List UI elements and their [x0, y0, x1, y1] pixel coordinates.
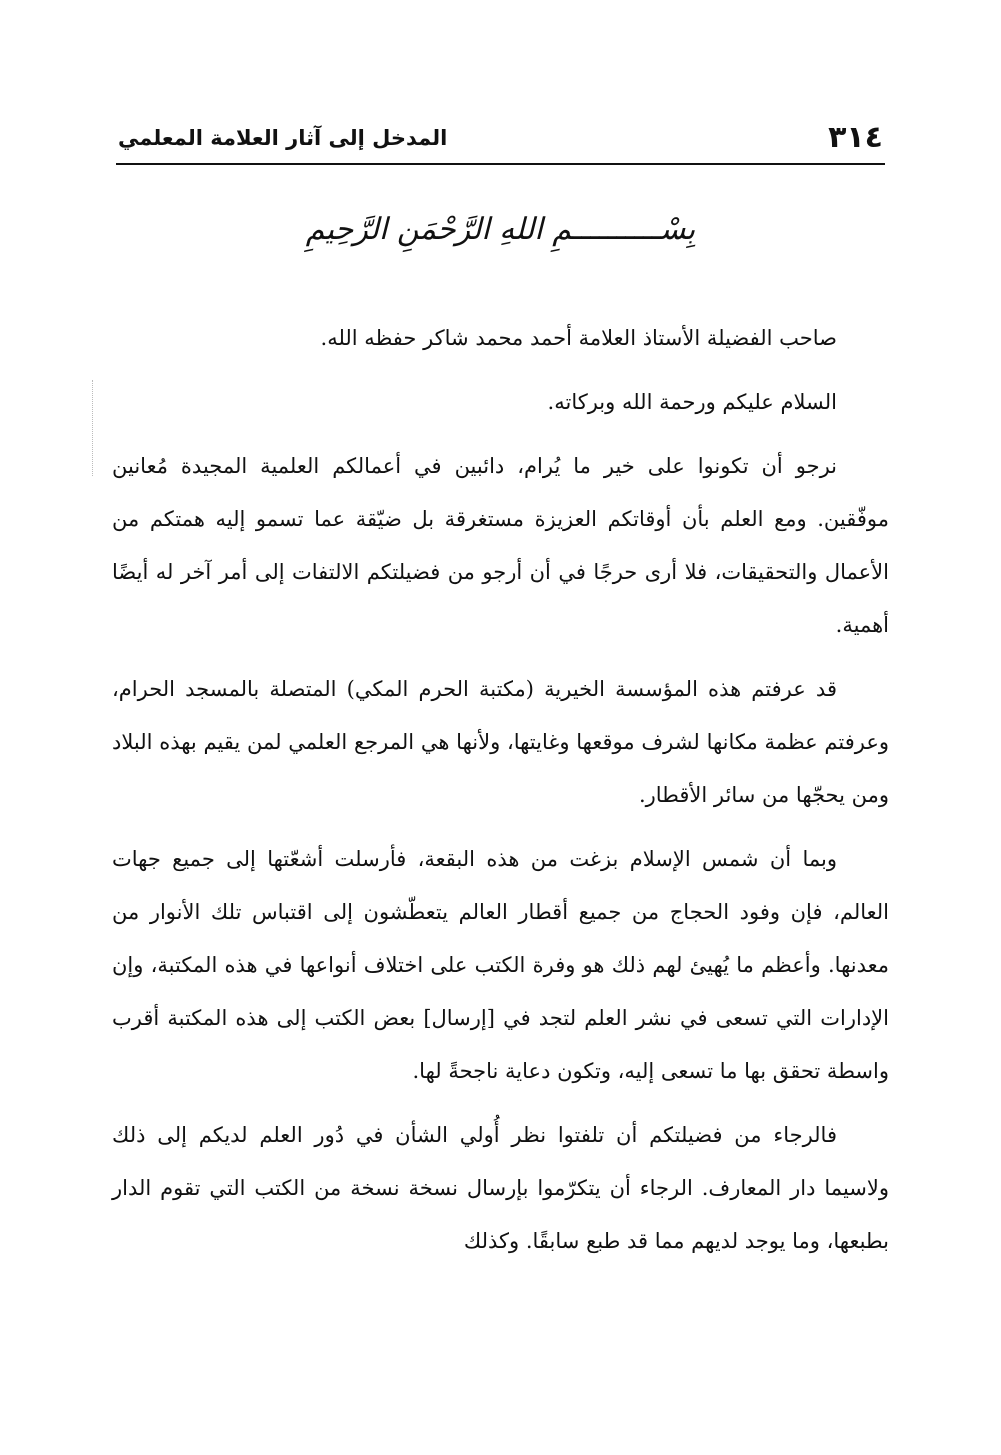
running-title: المدخل إلى آثار العلامة المعلمي: [118, 126, 448, 150]
margin-dotted-line: [92, 380, 93, 476]
body-paragraph: نرجو أن تكونوا على خير ما يُرام، دائبين في أعمالكم العلمية المجيدة مُعانين موفّقين. ومع العلم بأن أوقاتكم العزيزة مستغرقة بل ضيّقة عما تسمو إليه همتكم من الأعمال والتحقيقات، فلا أرى حرجًا في أن أرجو من فضيلتكم الالتفات إلى أمر آخر له أيضًا أهمية.: [112, 454, 889, 637]
header-divider: [116, 163, 885, 165]
body-paragraph: قد عرفتم هذه المؤسسة الخيرية (مكتبة الحرم المكي) المتصلة بالمسجد الحرام، وعرفتم عظمة مكانها لشرف موقعها وغايتها، ولأنها هي المرجع العلمي لمن يقيم بهذه البلاد ومن يحجّها من سائر الأقطار.: [112, 677, 889, 807]
page-header: [118, 118, 883, 158]
page-number: ٣١٤: [828, 120, 883, 155]
letter-body: [112, 312, 889, 1279]
letter-salutation: صاحب الفضيلة الأستاذ العلامة أحمد محمد شاكر حفظه الله.: [320, 326, 837, 350]
letter-greeting: السلام عليكم ورحمة الله وبركاته.: [547, 390, 837, 414]
body-paragraph: فالرجاء من فضيلتكم أن تلفتوا نظر أُولي الشأن في دُور العلم لديكم إلى ذلك ولاسيما دار المعارف. الرجاء أن يتكرّموا بإرسال نسخة نسخة من الكتب التي تقوم الدار بطبعها، وما يوجد لديهم مما قد طبع سابقًا. وكذلك: [112, 1123, 889, 1253]
basmala: بِسْــــــــــمِ اللهِ الرَّحْمَنِ الرَّحِيمِ: [305, 212, 696, 247]
body-paragraph: وبما أن شمس الإسلام بزغت من هذه البقعة، فأرسلت أشعّتها إلى جميع جهات العالم، فإن وفود الحجاج من جميع أقطار العالم يتعطّشون إلى اقتباس تلك الأنوار من معدنها. وأعظم ما يُهيئ لهم ذلك هو وفرة الكتب على اختلاف أنواعها في هذه المكتبة، وإن الإدارات التي تسعى في نشر العلم لتجد في [إرسال] بعض الكتب إلى هذه المكتبة أقرب واسطة تحقق بها ما تسعى إليه، وتكون دعاية ناجحةً لها.: [112, 847, 889, 1083]
